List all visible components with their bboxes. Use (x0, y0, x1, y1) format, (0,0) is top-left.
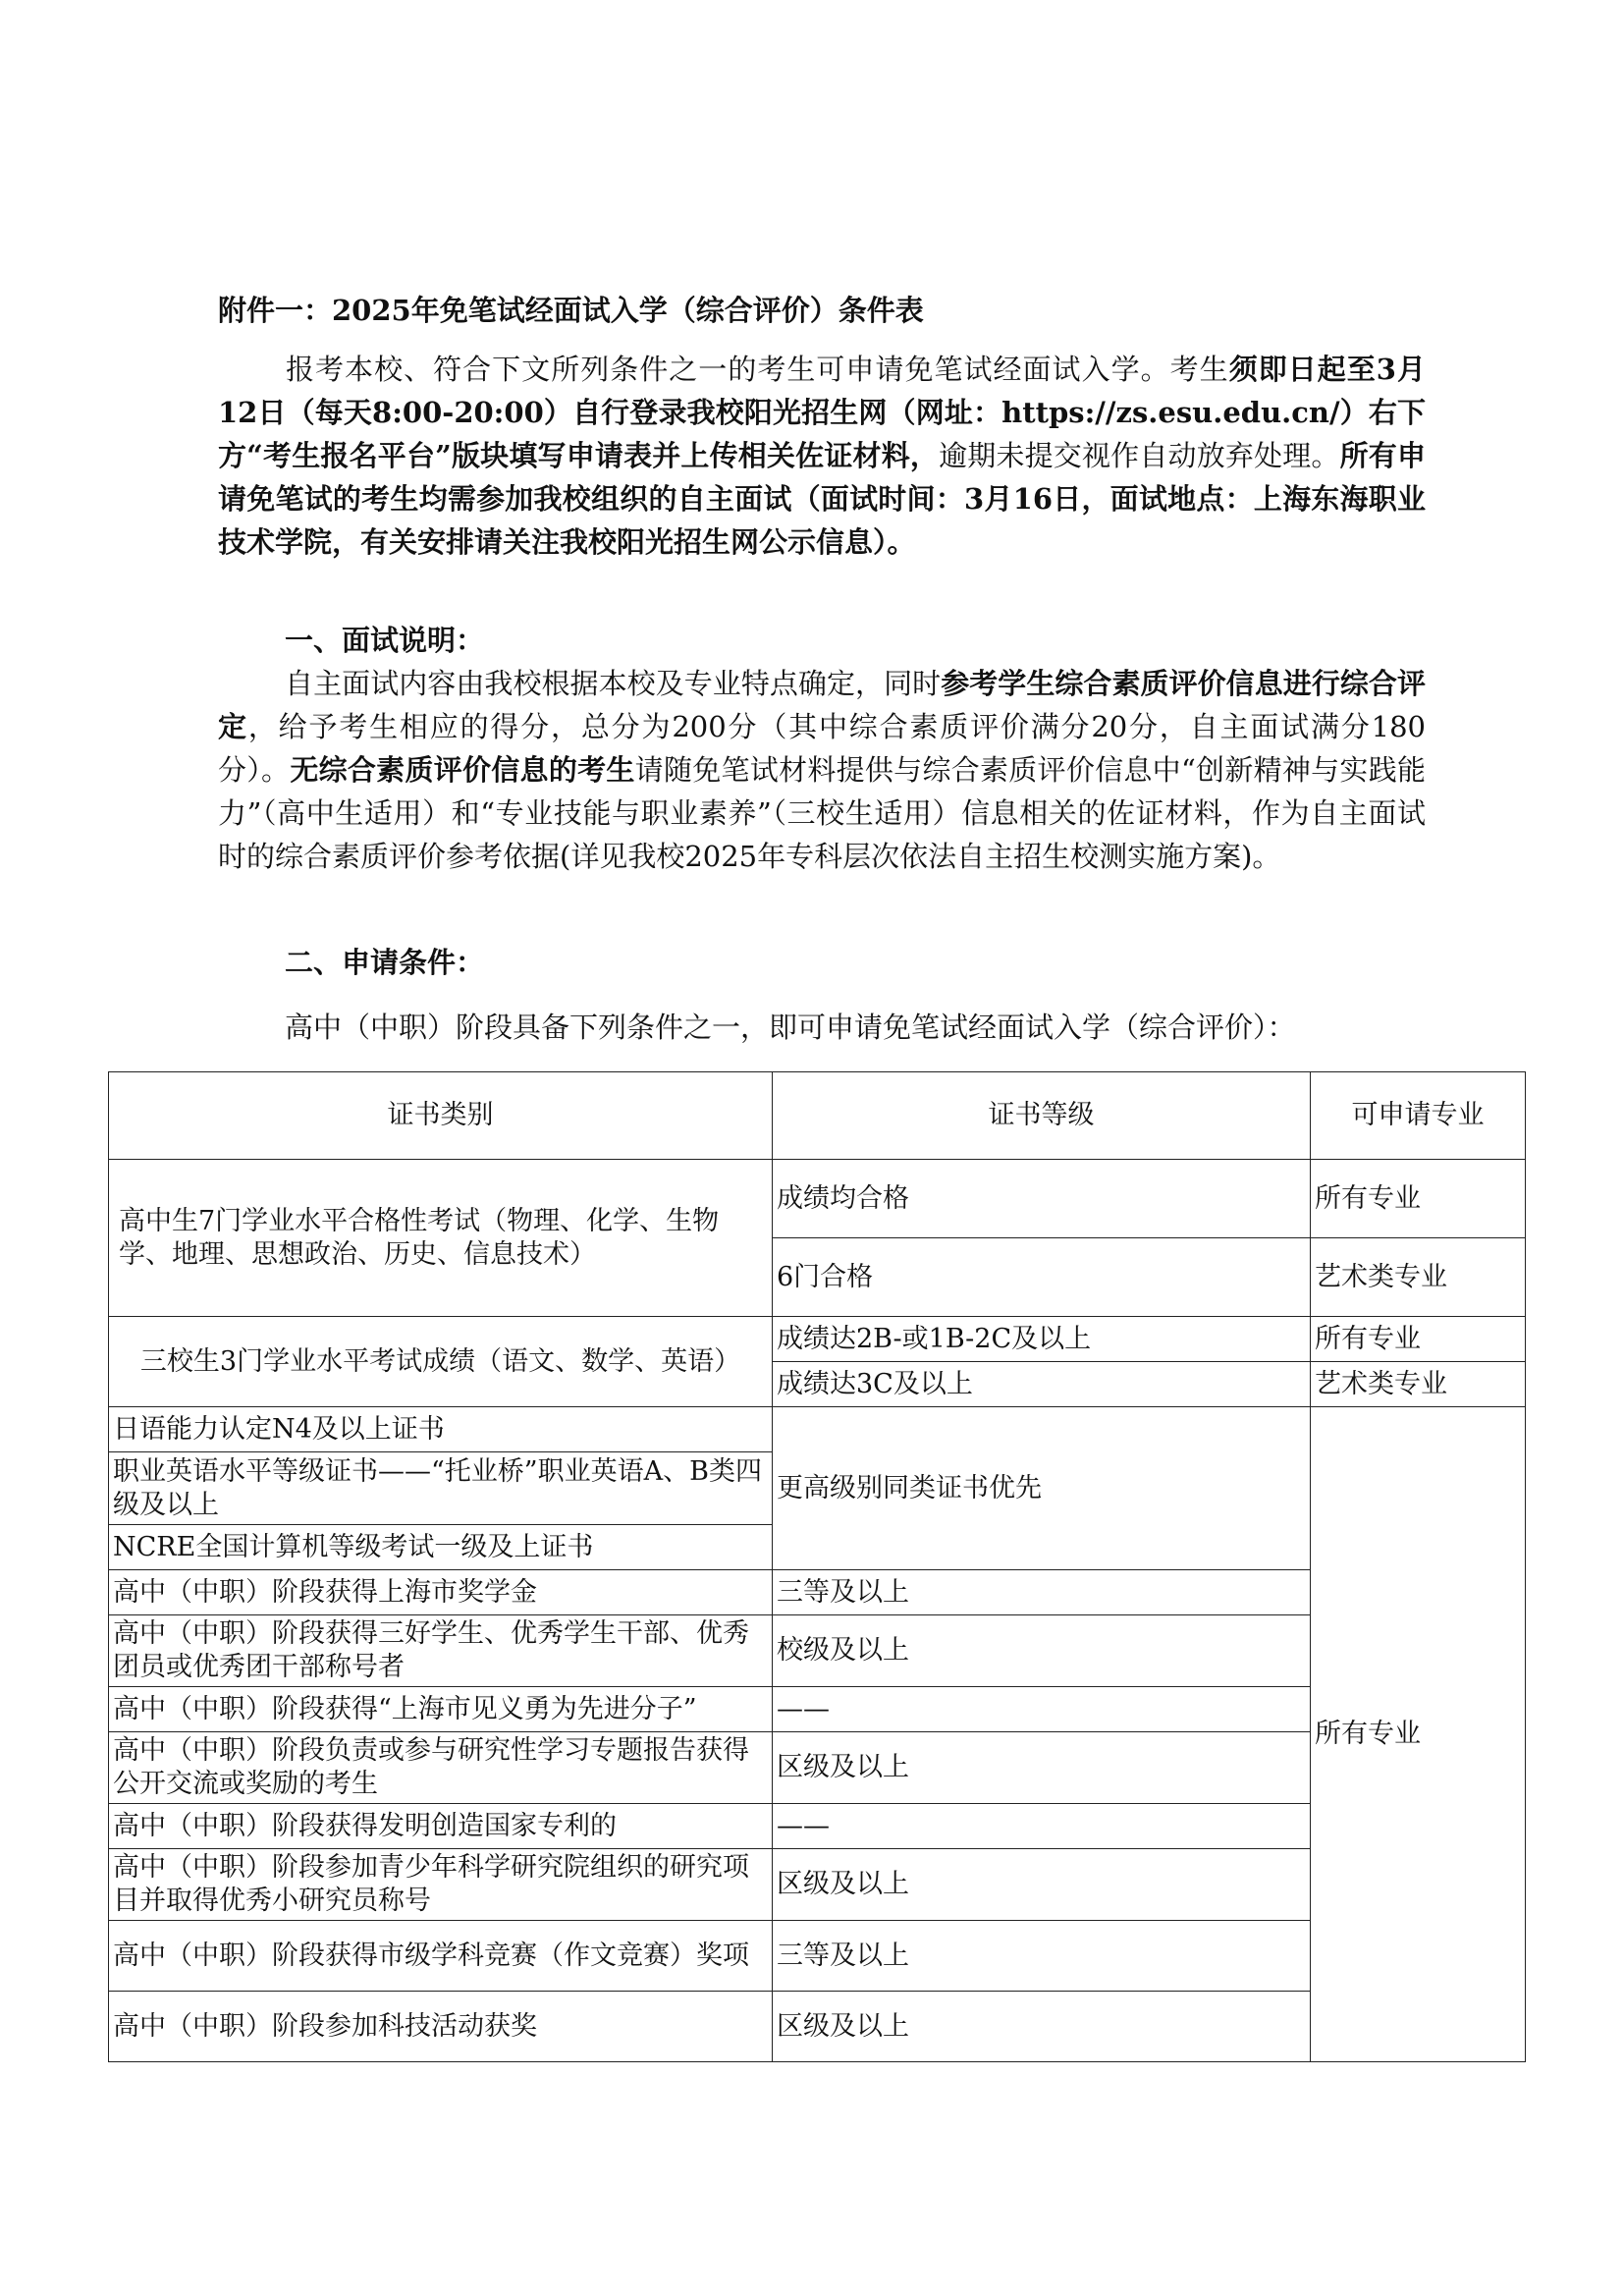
level-cell: 更高级别同类证书优先 (773, 1407, 1311, 1570)
level-cell: 成绩均合格 (773, 1160, 1311, 1238)
section1-text-d: 无综合素质评价信息的考生 (290, 753, 635, 787)
major-cell: 所有专业 (1311, 1160, 1526, 1238)
section1-text-e: 请随免笔试材料提供与综合素质评价信息中“创新精神与实践能力”（高中生适用）和“专业技能与职业素养”（三校生适用）信息相关的佐证材料，作为自主面试时的综合素质评价参考依据(详见我校2025年专科层次依法自主招生校测实施方案)。 (218, 753, 1426, 873)
table-row (109, 1407, 1526, 1452)
level-cell: 校级及以上 (773, 1615, 1311, 1687)
intro-paragraph (218, 348, 1426, 564)
intro-text-4: 所有申请免笔试的考生均需参加我校组织的自主面试（面试时间：3月16日，面试地点：上海东海职业技术学院，有关安排请关注我校阳光招生网公示信息）。 (218, 439, 1426, 559)
level-cell: 区级及以上 (773, 1992, 1311, 2062)
level-cell: 成绩达2B-或1B-2C及以上 (773, 1317, 1311, 1362)
major-cell-merged: 所有专业 (1311, 1407, 1526, 2062)
header-major: 可申请专业 (1311, 1072, 1526, 1160)
category-cell: 高中（中职）阶段获得“上海市见义勇为先进分子” (109, 1687, 773, 1732)
category-cell: 职业英语水平等级证书——“托业桥”职业英语A、B类四级及以上 (109, 1452, 773, 1525)
table-header-row (109, 1072, 1526, 1160)
category-cell: NCRE全国计算机等级考试一级及上证书 (109, 1525, 773, 1570)
category-cell: 高中（中职）阶段参加青少年科学研究院组织的研究项目并取得优秀小研究员称号 (109, 1849, 773, 1921)
major-cell: 艺术类专业 (1311, 1238, 1526, 1317)
category-cell: 高中（中职）阶段负责或参与研究性学习专题报告获得公开交流或奖励的考生 (109, 1732, 773, 1804)
level-cell: —— (773, 1804, 1311, 1849)
category-cell: 高中生7门学业水平合格性考试（物理、化学、生物学、地理、思想政治、历史、信息技术） (109, 1160, 773, 1317)
table-row (109, 1160, 1526, 1238)
section1-text-c: ，给予考生相应的得分，总分为200分（其中综合素质评价满分20分，自主面试满分180分）。 (218, 710, 1426, 787)
major-cell: 艺术类专业 (1311, 1362, 1526, 1407)
level-cell: 成绩达3C及以上 (773, 1362, 1311, 1407)
category-cell: 三校生3门学业水平考试成绩（语文、数学、英语） (109, 1317, 773, 1407)
level-cell: 区级及以上 (773, 1849, 1311, 1921)
major-cell: 所有专业 (1311, 1317, 1526, 1362)
header-category: 证书类别 (109, 1072, 773, 1160)
section1-text-b: 参考学生综合素质评价信息进行综合评定 (218, 667, 1426, 743)
intro-text-1: 报考本校、符合下文所列条件之一的考生可申请免笔试经面试入学。考生 (285, 353, 1229, 386)
level-cell: 区级及以上 (773, 1732, 1311, 1804)
table-row (109, 1317, 1526, 1362)
section2-heading: 二、申请条件： (285, 946, 485, 979)
category-cell: 高中（中职）阶段获得发明创造国家专利的 (109, 1804, 773, 1849)
level-cell: —— (773, 1687, 1311, 1732)
section1-paragraph (218, 662, 1426, 878)
category-cell: 日语能力认定N4及以上证书 (109, 1407, 773, 1452)
category-cell: 高中（中职）阶段获得三好学生、优秀学生干部、优秀团员或优秀团干部称号者 (109, 1615, 773, 1687)
section1-heading: 一、面试说明： (285, 624, 485, 657)
document-title: 附件一：2025年免笔试经面试入学（综合评价）条件表 (218, 294, 924, 327)
intro-text-2: 须即日起至3月12日（每天8:00-20:00）自行登录我校阳光招生网（网址：https://zs.esu.edu.cn/）右下方“考生报名平台”版块填写申请表并上传相关佐证材料， (218, 353, 1426, 472)
section1-text-a: 自主面试内容由我校根据本校及专业特点确定，同时 (285, 667, 942, 700)
level-cell: 三等及以上 (773, 1570, 1311, 1615)
section2-lead: 高中（中职）阶段具备下列条件之一，即可申请免笔试经面试入学（综合评价）： (285, 1011, 1296, 1044)
conditions-table (108, 1071, 1526, 2062)
level-cell: 三等及以上 (773, 1921, 1311, 1992)
header-level: 证书等级 (773, 1072, 1311, 1160)
category-cell: 高中（中职）阶段参加科技活动获奖 (109, 1992, 773, 2062)
intro-text-3: 逾期未提交视作自动放弃处理。 (939, 439, 1340, 472)
category-cell: 高中（中职）阶段获得上海市奖学金 (109, 1570, 773, 1615)
category-cell: 高中（中职）阶段获得市级学科竞赛（作文竞赛）奖项 (109, 1921, 773, 1992)
level-cell: 6门合格 (773, 1238, 1311, 1317)
